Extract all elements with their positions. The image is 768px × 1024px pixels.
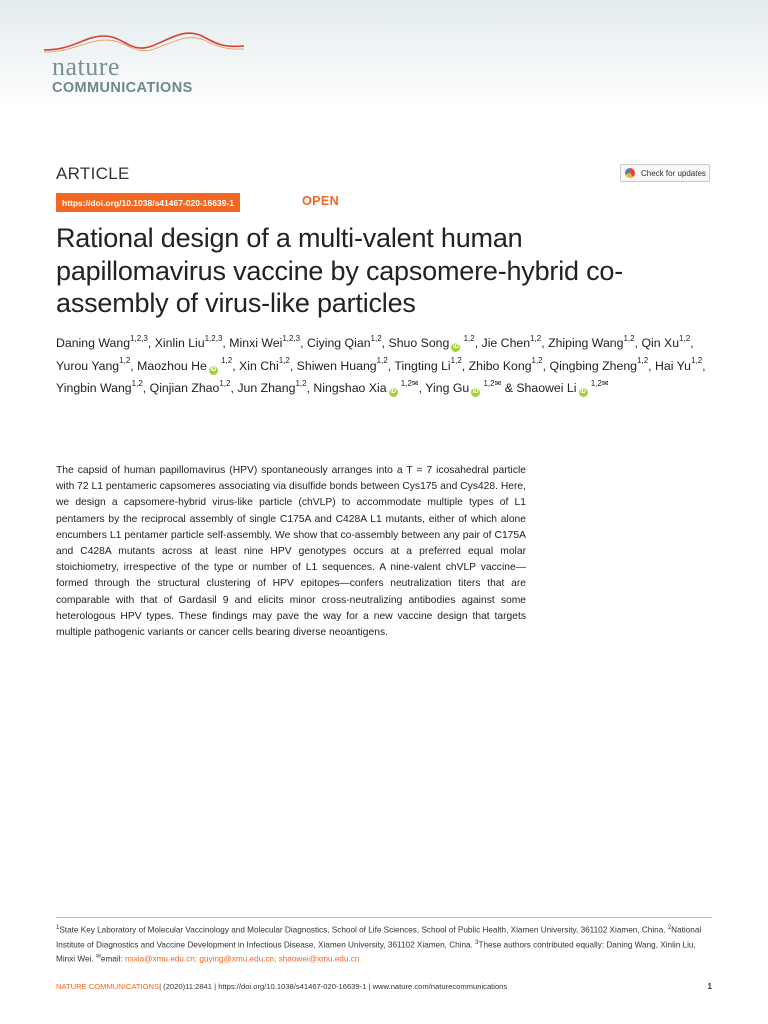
orcid-icon[interactable]: iD — [210, 366, 217, 373]
author-affiliation-sup: 1,2 — [461, 333, 475, 343]
author-list: Daning Wang$^{1,2,3}$, Xinlin Liu$^{1,2,3}$, Minxi Wei$^{1,2,3}$, Ciying Qian$^{1,2}$, Shuo Song iD $^{1,2}$, Jie Chen$^{1,2}$, Zhiping Wang$^{1,2}$, Qin Xu$^{1,2}$, Yurou Yang$^{1,2}$, Maozhou He iD $^{1,2}$, Xin Chi$^{1,2}$, Shiwen Huang$^{1,2}$, Tingting Li$^{1,2}$, Zhibo Kong$^{1,2}$, Qingbing Zheng$^{1,2}$, Hai Yu$^{1,2}$, Yingbin Wang$^{1,2}$, Qinjian Zhao$^{1,2}$, Jun Zhang$^{1,2}$, Ningshao Xia iD $^{1,2✉}$, Ying Gu iD $^{1,2✉}$ & Shaowei Li iD $^{1,2✉}$ — [56, 333, 706, 395]
check-for-updates-label: Check for updates — [641, 168, 706, 178]
author-name[interactable]: Zhiping Wang — [548, 336, 624, 350]
author-affiliation-sup: 1,2 — [218, 356, 233, 366]
author-name[interactable]: Hai Yu — [655, 358, 692, 373]
email-label: email: — [100, 955, 126, 965]
author-name[interactable]: Maozhou He — [137, 358, 207, 373]
logo-communications-text: COMMUNICATIONS — [52, 80, 193, 96]
author-name[interactable]: Xinlin Liu — [154, 336, 205, 350]
author-affiliation-sup: 1,2 — [278, 356, 290, 366]
journal-logo[interactable] — [44, 26, 244, 106]
orcid-icon[interactable]: iD — [390, 389, 397, 395]
author-affiliation-sup: 1,2 — [530, 333, 542, 343]
author-affiliation-sup: 1,2,3 — [130, 333, 148, 343]
author-affiliation-sup: 1,2,3 — [204, 333, 223, 343]
author-affiliation-sup: 1,2 — [219, 378, 231, 388]
doi-link[interactable]: https://doi.org/10.1038/s41467-020-16639-1 — [56, 193, 240, 212]
equal-contribution-note: These authors contributed equally: Daning Wang, Xinlin Liu, Minxi Wei. — [56, 940, 696, 965]
orcid-icon[interactable]: iD — [452, 344, 459, 350]
author-name[interactable]: Jun Zhang — [237, 381, 296, 395]
author-name[interactable]: Ying Gu — [425, 381, 470, 395]
author-name[interactable]: Tingting Li — [394, 358, 451, 373]
author-affiliation-sup: 1,2 — [691, 356, 703, 366]
author-affiliation-sup: 1,2✉ — [588, 378, 609, 388]
author-affiliation-sup: 1,2 — [623, 333, 635, 343]
author-affiliation-sup: 1,2 — [679, 333, 691, 343]
author-name[interactable]: Ciying Qian — [306, 336, 371, 350]
affiliations: $^1$State Key Laboratory of Molecular Vaccinology and Molecular Diagnostics, School of Life Sciences, School of Public Health, Xiamen University, 361102 Xiamen, China. $^2$National Institute of Diagnostics and Vaccine Development in Infectious Disease, Xiamen University, 361102 Xiamen, China. $^3$These authors contributed equally: Daning Wang, Xinlin Liu, Minxi Wei. ✉email: nsxia@xmu.edu.cn; guying@xmu.edu.cn; shaowei@xmu.edu.cn — [56, 925, 702, 965]
author-name[interactable]: Shiwen Huang — [296, 358, 377, 373]
author-affiliation-sup: 1,2✉ — [481, 378, 502, 388]
article-title: Rational design of a multi-valent human papillomavirus vaccine by capsomere-hybrid co-assembly of virus-like particles — [56, 223, 624, 318]
page-footer — [56, 982, 712, 994]
author-name[interactable]: Qinjian Zhao — [149, 381, 220, 395]
author-name[interactable]: Shuo Song — [388, 336, 450, 350]
author-affiliation-sup: 1,2 — [531, 356, 543, 366]
author-name[interactable]: Minxi Wei — [229, 336, 283, 350]
orcid-icon[interactable]: iD — [472, 389, 479, 395]
author-name[interactable]: Shaowei Li — [516, 381, 577, 395]
author-name[interactable]: Xin Chi — [239, 358, 279, 373]
author-name[interactable]: Yurou Yang — [56, 358, 120, 373]
author-name[interactable]: Qin Xu — [641, 336, 680, 350]
author-affiliation-sup: 1,2 — [119, 356, 131, 366]
author-name[interactable]: Daning Wang — [56, 336, 131, 350]
author-affiliation-sup: 1,2 — [450, 356, 462, 366]
author-affiliation-sup: 1,2✉ — [398, 378, 419, 388]
author-name[interactable]: Jie Chen — [481, 336, 531, 350]
author-affiliation-sup: 1,2 — [295, 378, 307, 388]
crossmark-icon — [625, 168, 635, 178]
footer-journal-name[interactable]: NATURE COMMUNICATIONS — [56, 982, 160, 991]
orcid-icon[interactable]: iD — [580, 389, 586, 395]
author-affiliation-sup: 1,2 — [131, 378, 143, 388]
author-affiliation-sup: 1,2,3 — [282, 333, 301, 343]
author-affiliation-sup: 1,2 — [370, 333, 382, 343]
affiliation-2: National Institute of Diagnostics and Vaccine Development in Infectious Disease, Xiamen University, 361102 Xiamen, China. — [56, 925, 702, 950]
footer-citation: | (2020)11:2841 | https://doi.org/10.1038/s41467-020-16639-1 | www.nature.com/naturecommunications — [159, 982, 508, 991]
author-name[interactable]: Yingbin Wang — [56, 381, 132, 395]
logo-nature-text: nature — [52, 52, 120, 81]
check-for-updates-button[interactable] — [620, 164, 710, 182]
author-name[interactable]: Ningshao Xia — [313, 381, 387, 395]
author-affiliation-sup: 1,2 — [637, 356, 649, 366]
author-name[interactable]: Zhibo Kong — [468, 358, 532, 373]
abstract: The capsid of human papillomavirus (HPV) spontaneously arranges into a T = 7 icosahedral particle with 72 L1 pentameric capsomeres associating via disulfide bonds between Cys175 and Cys428. Here, we design a capsomere-hybrid virus-like particle (chVLP) to accommodate multiple types of L1 pentamers by the reciprocal assembly of single C175A and C428A L1 mutants, either of which alone encumbers L1 pentamer particle self-assembly. We show that co-assembly between any pair of C175A and C428A mutants across at least nine HPV genotypes occurs at a preferred equal molar stoichiometry, irrespective of the type or number of L1 sequences. A nine-valent chVLP vaccine—formed through the structural clustering of HPV epitopes—confers neutralization titers that are comparable with that of Gardasil 9 and elicits minor cross-neutralizing antibodies against some heterologous HPV types. These findings may pave the way for a new vaccine design that targets multiple pathogenic variants or cancer cells bearing diverse neoantigens. — [56, 465, 526, 639]
envelope-icon: ✉ — [95, 954, 101, 961]
author-name[interactable]: Qingbing Zheng — [549, 358, 638, 373]
page-number: 1 — [707, 982, 712, 991]
footnote-divider — [56, 917, 712, 918]
affiliation-1: State Key Laboratory of Molecular Vaccinology and Molecular Diagnostics, School of Life Sciences, School of Public Health, Xiamen University, 361102 Xiamen, China. — [59, 925, 668, 935]
article-type-label: ARTICLE — [56, 164, 130, 183]
author-affiliation-sup: 1,2 — [376, 356, 388, 366]
open-access-label: OPEN — [302, 194, 340, 208]
email-links[interactable]: nsxia@xmu.edu.cn; guying@xmu.edu.cn; shaowei@xmu.edu.cn — [125, 955, 360, 965]
